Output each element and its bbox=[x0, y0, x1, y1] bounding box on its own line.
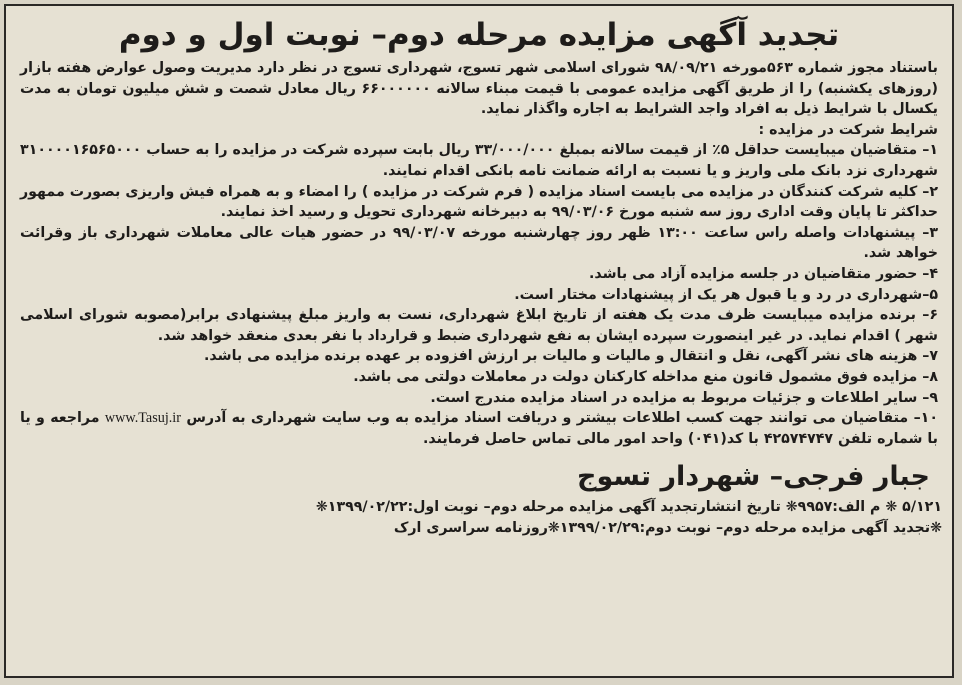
condition-item: ۹– سایر اطلاعات و جزئیات مربوط به مزایده در اسناد مزایده مندرج است. bbox=[430, 389, 938, 406]
condition-10-text-after: مراجعه و یا با شماره تلفن ۴۲۵۷۴۷۴۷ با کد(۰۴۱) واحد امور مالی تماس حاصل فرمایند. bbox=[20, 410, 938, 447]
condition-item: ۸– مزایده فوق مشمول قانون منع مداخله کارکنان دولت در معاملات دولتی می باشد. bbox=[353, 368, 938, 385]
condition-item: ۱– متقاضیان میبایست حداقل ۵٪ از قیمت سالانه بمبلغ ۳۳/۰۰۰/۰۰۰ ریال بابت سپرده شرکت در مزایده را به حساب ۳۱۰۰۰۰۱۶۵۶۵۰۰۰ شهرداری نزد بانک ملی واریز و یا نسبت به ارائه ضمانت نامه بانکی اقدام نمایند. bbox=[20, 142, 938, 179]
condition-item: ۵–شهرداری در رد و یا قبول هر یک از پیشنهادات مختار است. bbox=[514, 286, 938, 303]
condition-item: ۷– هزینه های نشر آگهی، نقل و انتقال و مالیات و مالیات بر ارزش افزوده بر عهده برنده مزایده می باشد. bbox=[204, 348, 938, 365]
auction-notice bbox=[4, 4, 954, 678]
publication-line-1: ۵/۱۲۱ ❋ م الف:۹۹۵۷❋ تاریخ انتشارتجدید آگهی مزایده مرحله دوم– نوبت اول:۱۳۹۹/۰۲/۲۲❋ bbox=[315, 499, 942, 516]
condition-item-10 bbox=[20, 408, 938, 449]
notice-intro: باستناد مجوز شماره ۵۶۳مورخه ۹۸/۰۹/۲۱ شورای اسلامی شهر تسوج، شهرداری تسوج در نظر دارد مدیریت وصول عوارض هفته بازار (روزهای یکشنبه) را از طریق آگهی مزایده عمومی با قیمت مبناء سالانه ۶۶۰۰۰۰۰۰ ریال معادل شصت و شش میلیون تومان به مدت یکسال با شرایط ذیل به افراد واجد الشرایط به اجاره واگذار نماید. bbox=[20, 60, 938, 118]
condition-10-text-before: ۱۰– متقاضیان می توانند جهت کسب اطلاعات بیشتر و دریافت اسناد مزایده به وب سایت شهرداری به آدرس bbox=[180, 410, 938, 427]
condition-item: ۴– حضور متقاضیان در جلسه مزایده آزاد می باشد. bbox=[589, 265, 938, 282]
conditions-heading: شرایط شرکت در مزایده : bbox=[758, 121, 938, 138]
publication-line-2: ❋تجدید آگهی مزایده مرحله دوم– نوبت دوم:۱۳۹۹/۰۲/۲۹❋روزنامه سراسری ارک bbox=[393, 520, 942, 537]
condition-item: ۳– پیشنهادات واصله راس ساعت ۱۳:۰۰ ظهر روز چهارشنبه مورخه ۹۹/۰۳/۰۷ در حضور هیات عالی معاملات شهرداری باز وقرائت خواهد شد. bbox=[20, 224, 938, 262]
condition-item: ۲– کلیه شرکت کنندگان در مزایده می بایست اسناد مزایده ( فرم شرکت در مزایده ) را امضاء و به همراه فیش واریزی بصورت ممهور حداکثر تا پایان وقت اداری روز سه شنبه مورخ ۹۹/۰۳/۰۶ به دبیرخانه شهرداری تحویل و رسید اخذ نمایند. bbox=[20, 183, 938, 221]
condition-item: ۶– برنده مزایده میبایست ظرف مدت یک هفته از تاریخ ابلاغ شهرداری، نست به واریز مبلغ پیشنهادی برابر(مصوبه شورای اسلامی شهر ) اقدام نماید. در غیر اینصورت سپرده ایشان به نفع شهرداری ضبط و قرارداد با نفر بعدی منعقد خواهد شد. bbox=[20, 307, 938, 344]
website-link[interactable]: www.Tasuj.ir bbox=[104, 410, 181, 427]
notice-title: تجدید آگهی مزایده مرحله دوم– نوبت اول و دوم bbox=[118, 17, 840, 53]
signature: جبار فرجی– شهردار تسوج bbox=[577, 461, 930, 493]
